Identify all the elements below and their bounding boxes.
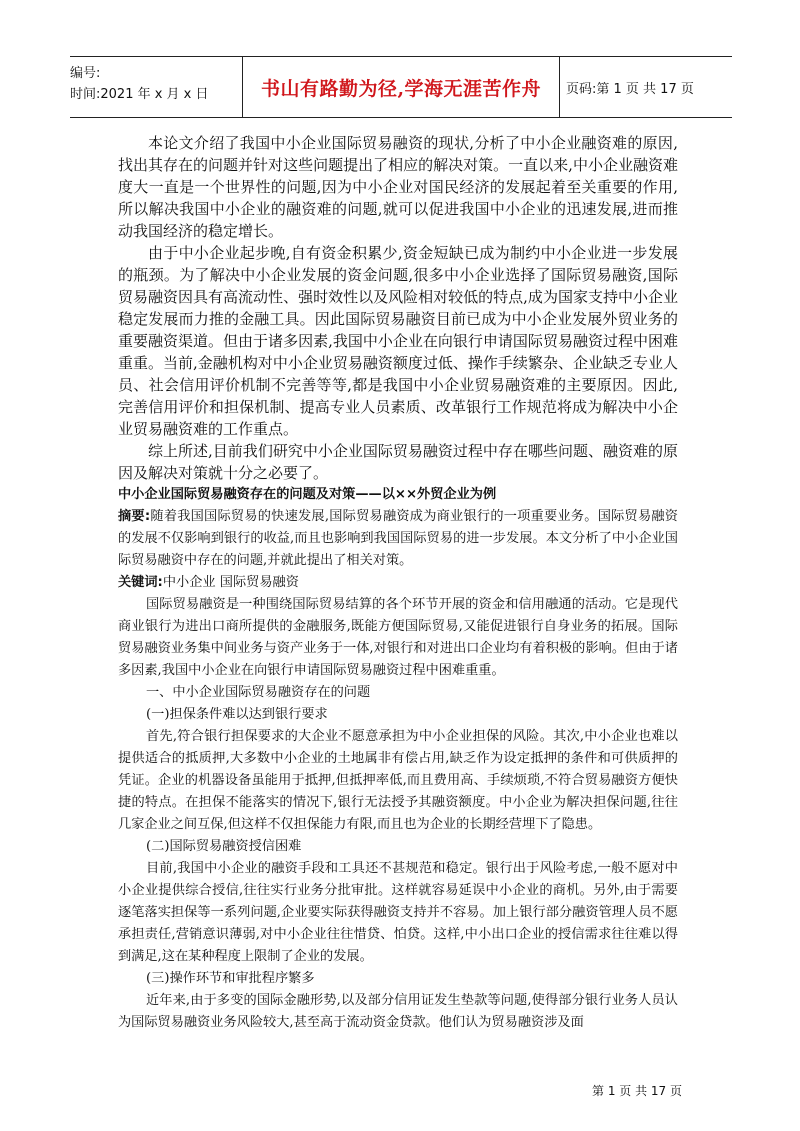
abstract-text: 随着我国国际贸易的快速发展,国际贸易融资成为商业银行的一项重要业务。国际贸易融资的发展不仅影响到银行的收益,而且也影响到我国国际贸易的进一步发展。本文分析了中小企业国际贸易融资中存在的问题,并就此提出了相关对策。 [118, 509, 678, 568]
page-footer: 第 1 页 共 17 页 [592, 1084, 682, 1098]
document-number-label: 编号: [70, 66, 101, 81]
subsection-2-text: 目前,我国中小企业的融资手段和工具还不甚规范和稳定。银行出于风险考虑,一般不愿对中小企业提供综合授信,往往实行业务分批审批。这样就容易延误中小企业的商机。另外,由于需要逐笔落实担保等一系列问题,企业要实际获得融资支持并不容易。加上银行部分融资管理人员不愿承担责任,营销意识薄弱,对中小企业往往惜贷、怕贷。这样,中小出口企业的授信需求往往难以得到满足,这在某种程度上限制了企业的发展。 [118, 861, 678, 964]
header-meta [70, 57, 242, 117]
subsection-heading-1: (一)担保条件难以达到银行要求 [146, 707, 328, 722]
subsection-heading-2: (二)国际贸易融资授信困难 [146, 839, 302, 854]
abstract [118, 506, 678, 572]
subsection-1-text: 首先,符合银行担保要求的大企业不愿意承担为中小企业担保的风险。其次,中小企业也难以提供适合的抵质押,大多数中小企业的土地属非有偿占用,缺乏作为设定抵押的条件和可供质押的凭证。企业的机器设备虽能用于抵押,但抵押率低,而且费用高、手续烦琐,不符合贸易融资方便快捷的特点。在担保不能落实的情况下,银行无法授予其融资额度。中小企业为解决担保问题,往往几家企业之间互保,但这样不仅担保能力有限,而且也为企业的长期经营埋下了隐患。 [118, 729, 678, 832]
document-date: 时间:2021 年 x 月 x 日 [70, 87, 209, 102]
page-header [70, 56, 732, 118]
keywords-text: 中小企业 国际贸易融资 [162, 575, 299, 590]
intro-paragraph-3: 综上所述,目前我们研究中小企业国际贸易融资过程中存在哪些问题、融资难的原因及解决对策就十分之必要了。 [118, 442, 678, 482]
subsection-3-text: 近年来,由于多变的国际金融形势,以及部分信用证发生垫款等问题,使得部分银行业务人员认为国际贸易融资业务风险较大,甚至高于流动资金贷款。他们认为贸易融资涉及面 [118, 993, 678, 1030]
intro-paragraph-1: 本论文介绍了我国中小企业国际贸易融资的现状,分析了中小企业融资难的原因,找出其存在的问题并针对这些问题提出了相应的解决对策。一直以来,中小企业融资难度大一直是一个世界性的问题,因为中小企业对国民经济的发展起着至关重要的作用,所以解决我国中小企业的融资难的问题,就可以促进我国中小企业的迅速发展,进而推动我国经济的稳定增长。 [118, 134, 678, 240]
keywords-label: 关键词: [118, 575, 163, 590]
intro-paragraph-2: 由于中小企业起步晚,自有资金积累少,资金短缺已成为制约中小企业进一步发展的瓶颈。为了解决中小企业发展的资金问题,很多中小企业选择了国际贸易融资,国际贸易融资因具有高流动性、强时效性以及风险相对较低的特点,成为国家支持中小企业稳定发展而力推的金融工具。因此国际贸易融资目前已成为中小企业发展外贸业务的重要融资渠道。但由于诸多因素,我国中小企业在向银行申请国际贸易融资过程中困难重重。当前,金融机构对中小企业贸易融资额度过低、操作手续繁杂、企业缺乏专业人员、社会信用评价机制不完善等等,都是我国中小企业贸易融资难的主要原因。因此,完善信用评价和担保机制、提高专业人员素质、改革银行工作规范将成为解决中小企业贸易融资难的工作重点。 [118, 244, 678, 438]
header-motto: 书山有路勤为径,学海无涯苦作舟 [242, 57, 560, 117]
article-intro-paragraph: 国际贸易融资是一种围绕国际贸易结算的各个环节开展的资金和信用融通的活动。它是现代商业银行为进出口商所提供的金融服务,既能方便国际贸易,又能促进银行自身业务的拓展。国际贸易融资业务集中间业务与资产业务于一体,对银行和对进出口企业均有着积极的影响。但由于诸多因素,我国中小企业在向银行申请国际贸易融资过程中困难重重。 [118, 597, 678, 678]
header-page-info: 页码:第 1 页 共 17 页 [566, 81, 694, 97]
document-body [118, 132, 678, 1034]
abstract-label: 摘要: [118, 509, 151, 524]
subsection-heading-3: (三)操作环节和审批程序繁多 [146, 971, 315, 986]
section-heading-1: 一、中小企业国际贸易融资存在的问题 [146, 685, 371, 700]
article-title: 中小企业国际贸易融资存在的问题及对策——以××外贸企业为例 [118, 487, 497, 502]
keywords [118, 572, 678, 594]
